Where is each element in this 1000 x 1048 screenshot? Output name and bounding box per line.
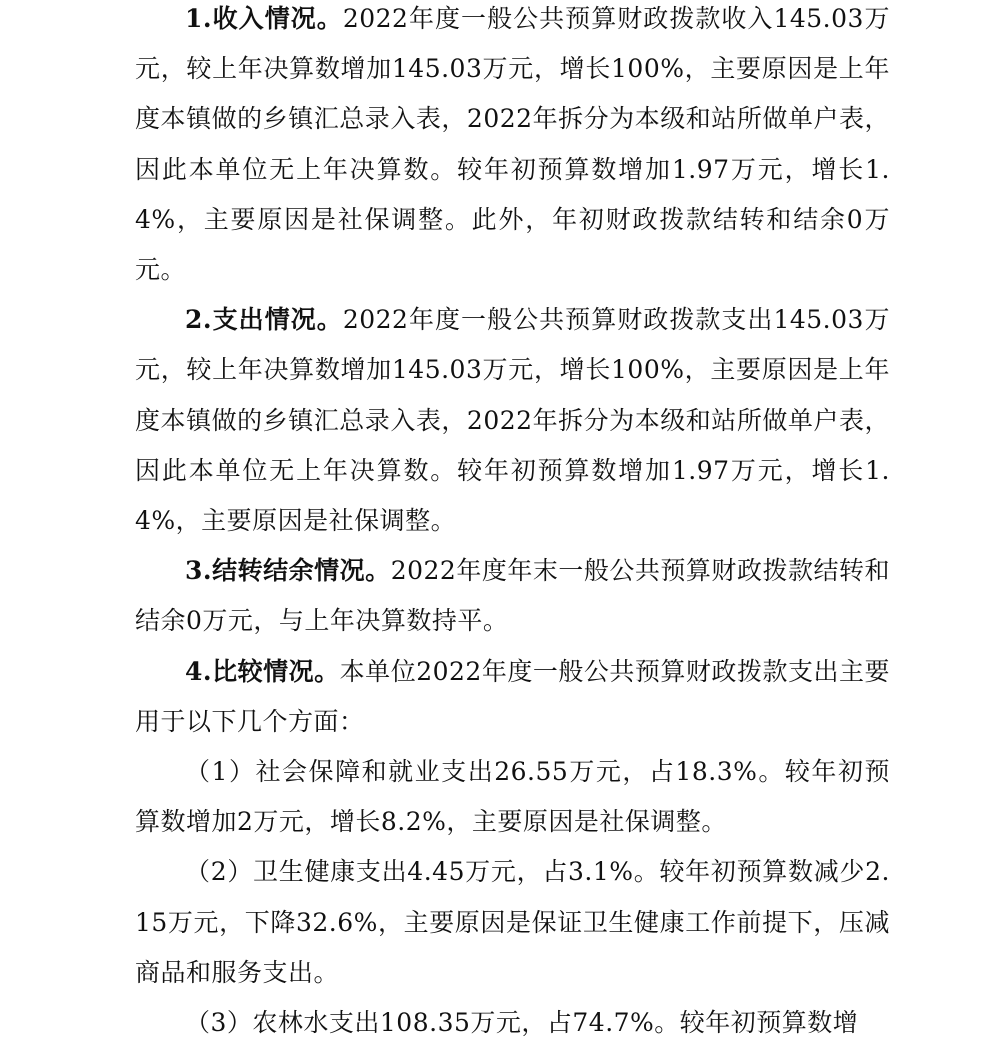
paragraph-item-health: [135, 847, 890, 998]
paragraph-item-social-security: [135, 747, 890, 847]
text-expenditure: 2022年度一般公共预算财政拨款支出145.03万元，较上年决算数增加145.03万元，增长100%，主要原因是上年度本镇做的乡镇汇总录入表，2022年拆分为本级和站所做单户表，因此本单位无上年决算数。较年初预算数增加1.97万元，增长1.4%，主要原因是社保调整。: [135, 305, 890, 536]
heading-comparison: 4.比较情况。: [185, 656, 340, 686]
paragraph-comparison: [135, 647, 890, 747]
paragraph-expenditure: [135, 295, 890, 546]
text-income: 2022年度一般公共预算财政拨款收入145.03万元，较上年决算数增加145.03万元，增长100%，主要原因是上年度本镇做的乡镇汇总录入表，2022年拆分为本级和站所做单户表，因此本单位无上年决算数。较年初预算数增加1.97万元，增长1.4%，主要原因是社保调整。此外，年初财政拨款结转和结余0万元。: [135, 4, 890, 285]
heading-income: 1.收入情况。: [185, 4, 343, 33]
text-item-social-security: （1）社会保障和就业支出26.55万元，占18.3%。较年初预算数增加2万元，增长8.2%，主要原因是社保调整。: [135, 757, 890, 837]
text-item-agriculture: （3）农林水支出108.35万元，占74.7%。较年初预算数增: [185, 1008, 859, 1038]
text-balance: 2022年度年末一般公共预算财政拨款结转和结余0万元，与上年决算数持平。: [135, 556, 890, 636]
text-comparison: 本单位2022年度一般公共预算财政拨款支出主要用于以下几个方面：: [135, 656, 890, 736]
paragraph-balance: [135, 546, 890, 646]
paragraph-income: [135, 0, 890, 295]
text-item-health: （2）卫生健康支出4.45万元，占3.1%。较年初预算数减少2.15万元，下降32.6%，主要原因是保证卫生健康工作前提下，压减商品和服务支出。: [135, 857, 890, 987]
paragraph-item-agriculture: [135, 998, 890, 1048]
heading-expenditure: 2.支出情况。: [185, 305, 343, 335]
heading-balance: 3.结转结余情况。: [185, 556, 391, 586]
